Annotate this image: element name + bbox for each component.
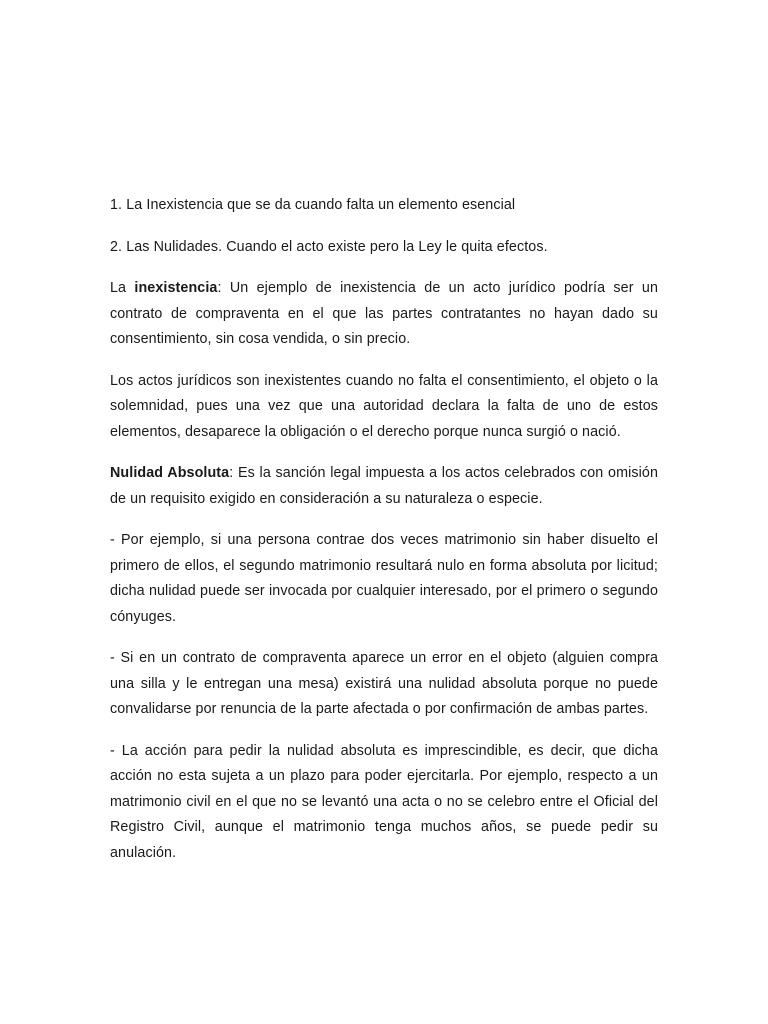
term-nulidad-absoluta: Nulidad Absoluta [110,465,230,481]
paragraph-inexistencia-text: : Un ejemplo de inexistencia de un acto jurídico podría ser un contrato de compraventa en el que las partes contratantes no hayan dado su consentimiento, sin cosa vendida, o sin precio. [110,280,658,347]
paragraph-example-matrimonio: - Por ejemplo, si una persona contrae dos veces matrimonio sin haber disuelto el primero de ellos, el segundo matrimonio resultará nulo en forma absoluta por licitud; dicha nulidad puede ser invocada por cualquier interesado, por el primero o segundo cónyuges. [110,532,658,625]
paragraph-nulidad-absoluta [110,461,658,512]
paragraph-nulidad-absoluta-text: : Es la sanción legal impuesta a los actos celebrados con omisión de un requisito exigido en consideración a su naturaleza o especie. [110,465,658,507]
paragraph-accion-nulidad: - La acción para pedir la nulidad absoluta es imprescindible, es decir, que dicha acción no esta sujeta a un plazo para poder ejercitarla. Por ejemplo, respecto a un matrimonio civil en el que no se levantó una acta o no se celebro entre el Oficial del Registro Civil, aunque el matrimonio tenga muchos años, se puede pedir su anulación. [110,742,658,861]
paragraph-actos-inexistentes: Los actos jurídicos son inexistentes cuando no falta el consentimiento, el objeto o la solemnidad, pues una vez que una autoridad declara la falta de uno de estos elementos, desaparece la obligación o el derecho porque nunca surgió o nació. [110,372,658,440]
term-inexistencia: inexistencia [134,280,218,296]
paragraph-example-compraventa: - Si en un contrato de compraventa aparece un error en el objeto (alguien compra una silla y le entregan una mesa) existirá una nulidad absoluta porque no puede convalidarse por renuncia de la parte afectada o por confirmación de ambas partes. [110,650,658,717]
paragraph-2: 2. Las Nulidades. Cuando el acto existe pero la Ley le quita efectos. [110,238,548,255]
paragraph-1: 1. La Inexistencia que se da cuando falta un elemento esencial [110,197,516,213]
paragraph-inexistencia-prefix: La [110,280,135,296]
paragraph-inexistencia [110,276,658,353]
